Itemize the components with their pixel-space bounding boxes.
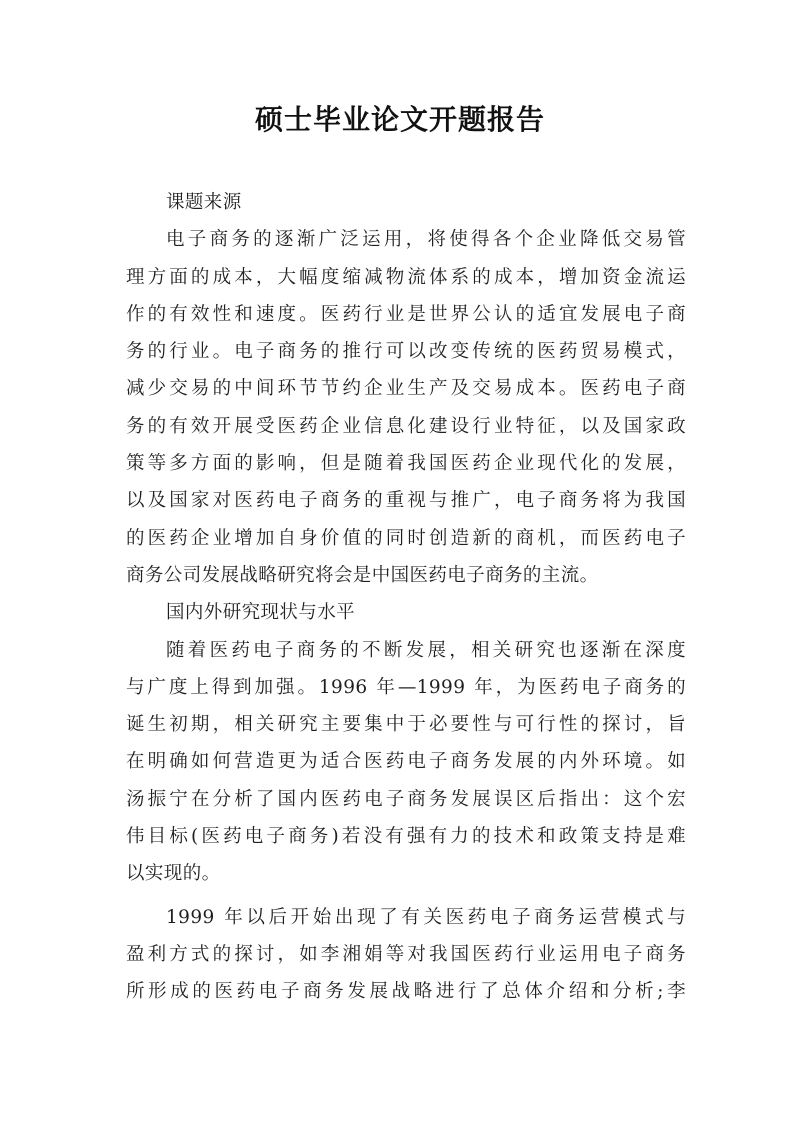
paragraph-line: 作的有效性和速度。医药行业是世界公认的适宜发展电子商 — [126, 303, 686, 325]
paragraph-line: 务的有效开展受医药企业信息化建设行业特征，以及国家政 — [126, 415, 686, 437]
paragraph-line: 诞生初期，相关研究主要集中于必要性与可行性的探讨，旨 — [126, 714, 686, 736]
section-heading: 课题来源 — [166, 192, 242, 213]
paragraph-line: 以实现的。 — [126, 863, 221, 885]
paragraph-line: 电子商务的逐渐广泛运用，将使得各个企业降低交易管 — [166, 229, 686, 251]
paragraph-line: 商务公司发展战略研究将会是中国医药电子商务的主流。 — [126, 564, 599, 586]
document-body — [126, 184, 686, 1011]
paragraph-line: 盈利方式的探讨，如李湘娟等对我国医药行业运用电子商务 — [126, 943, 686, 965]
paragraph-line: 与广度上得到加强。1996 年—1999 年，为医药电子商务的 — [126, 676, 686, 698]
paragraph-line: 减少交易的中间环节节约企业生产及交易成本。医药电子商 — [126, 378, 686, 400]
paragraph-line: 1999 年以后开始出现了有关医药电子商务运营模式与 — [166, 906, 686, 928]
paragraph-line: 汤振宁在分析了国内医药电子商务发展误区后指出：这个宏 — [126, 788, 686, 810]
paragraph-line: 以及国家对医药电子商务的重视与推广，电子商务将为我国 — [126, 490, 686, 512]
document-title: 硕士毕业论文开题报告 — [254, 103, 545, 136]
paragraph-line: 的医药企业增加自身价值的同时创造新的商机，而医药电子 — [126, 527, 686, 549]
paragraph-line: 理方面的成本，大幅度缩减物流体系的成本，增加资金流运 — [126, 266, 686, 288]
paragraph-line: 务的行业。电子商务的推行可以改变传统的医药贸易模式， — [126, 341, 686, 363]
paragraph-line: 在明确如何营造更为适合医药电子商务发展的内外环境。如 — [126, 751, 686, 773]
paragraph-line: 随着医药电子商务的不断发展，相关研究也逐渐在深度 — [166, 639, 686, 661]
paragraph-line: 策等多方面的影响，但是随着我国医药企业现代化的发展， — [126, 453, 686, 475]
paragraph-line: 伟目标(医药电子商务)若没有强有力的技术和政策支持是难 — [126, 826, 686, 848]
paragraph-line: 所形成的医药电子商务发展战略进行了总体介绍和分析;李 — [126, 981, 686, 1003]
section-heading: 国内外研究现状与水平 — [166, 602, 356, 624]
